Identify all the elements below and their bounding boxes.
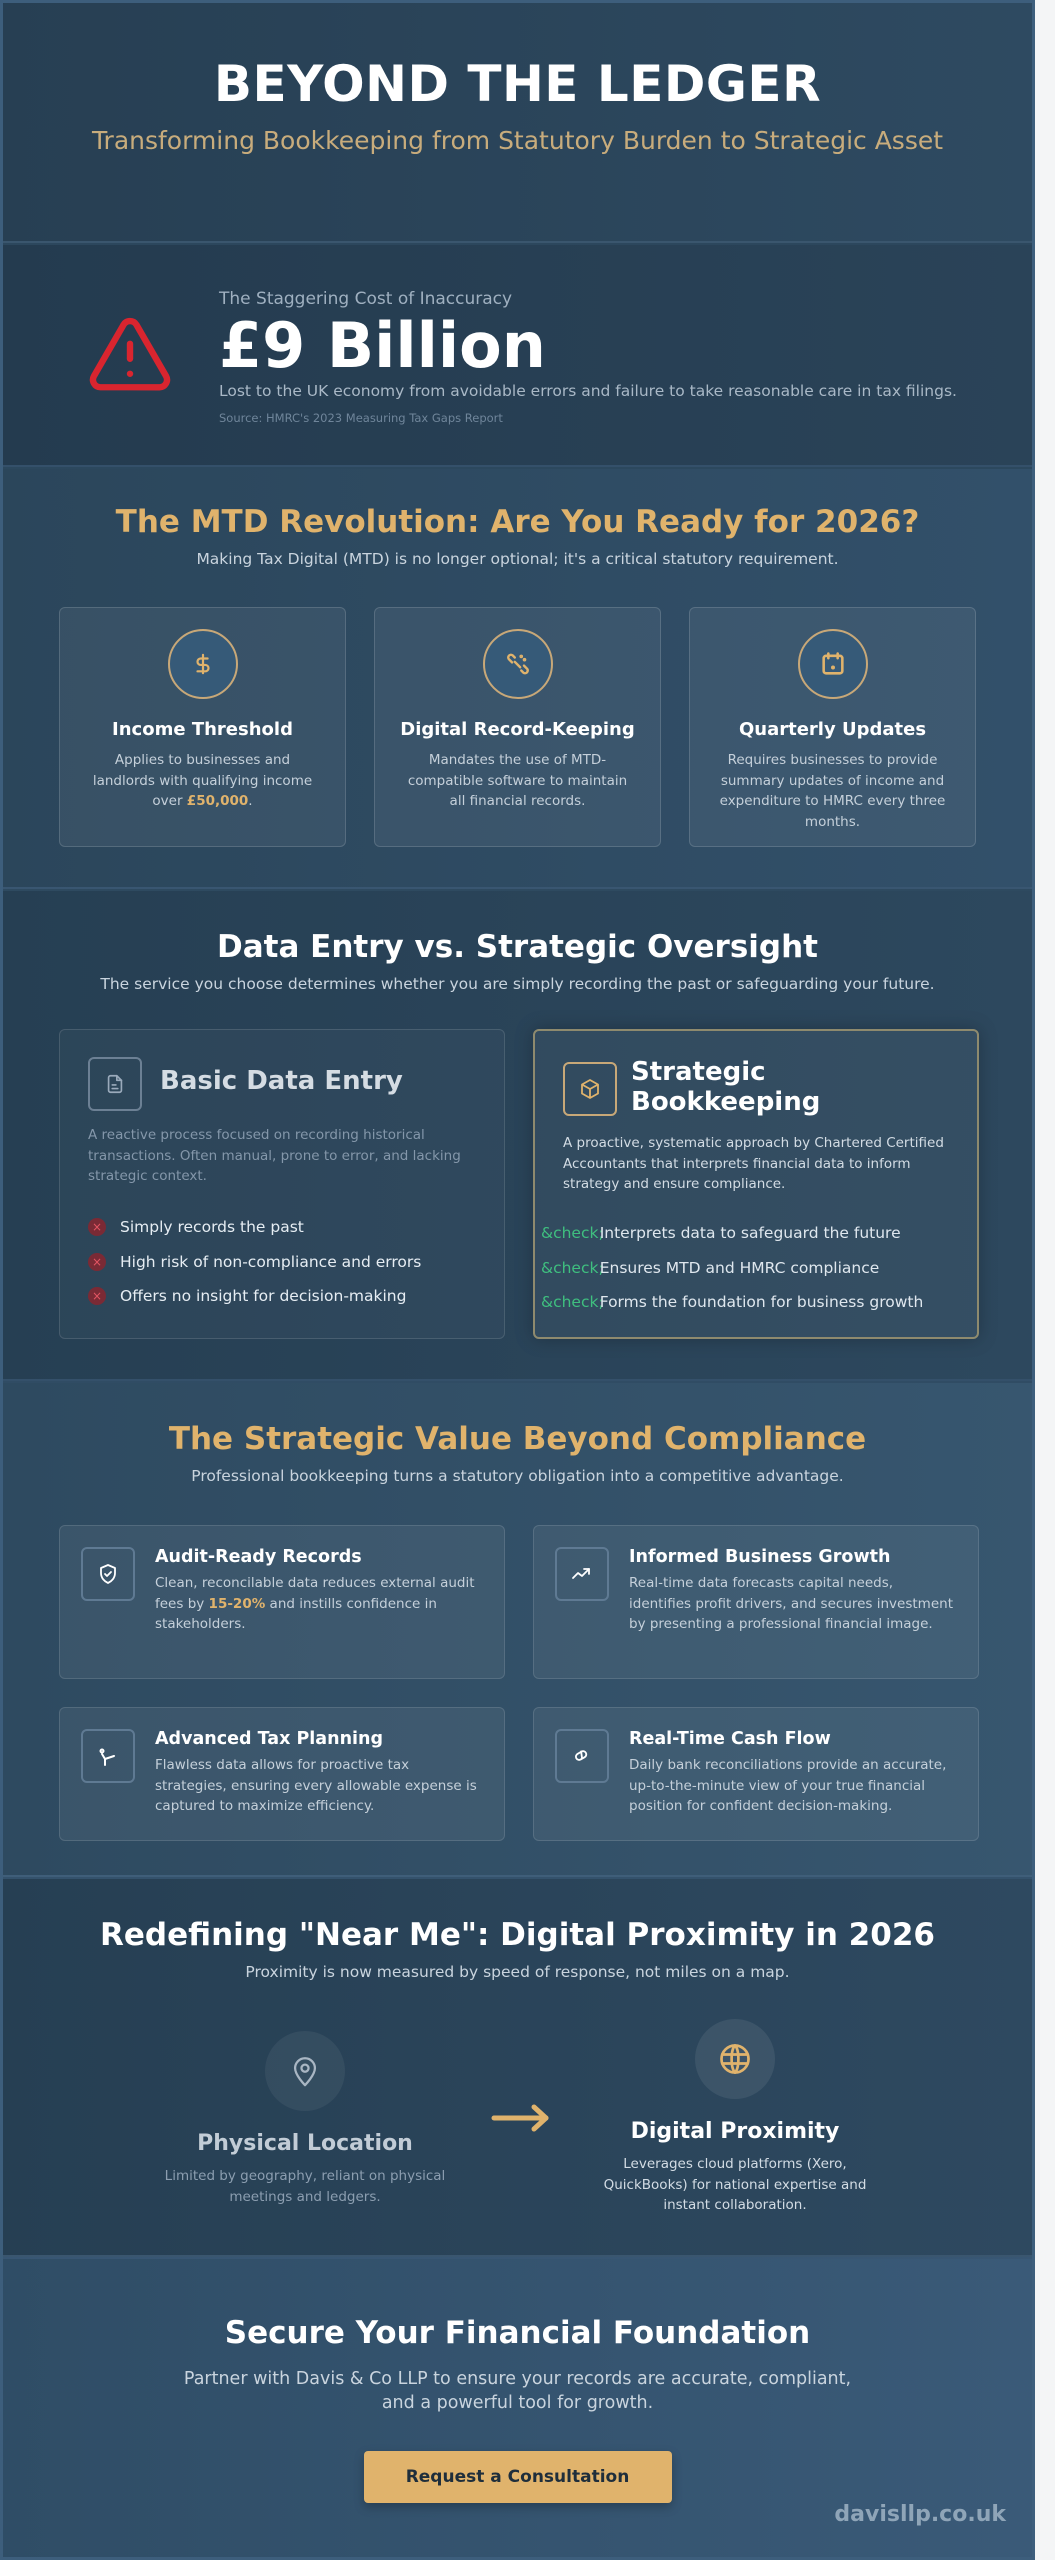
globe-icon — [717, 2041, 753, 2077]
icon-box — [555, 1729, 609, 1783]
map-pin-icon — [288, 2054, 322, 2088]
list-item: &check; Forms the foundation for business growth — [541, 1293, 924, 1312]
page-title: BEYOND THE LEDGER — [213, 55, 822, 113]
basic-data-entry-card — [59, 1029, 505, 1339]
strategic-bookkeeping-card — [533, 1029, 979, 1339]
icon-box — [88, 1057, 142, 1111]
card-text: Requires businesses to provide summary updates of income and expenditure to HMRC every three months. — [719, 752, 946, 830]
icon-circle — [265, 2031, 345, 2111]
income-threshold-highlight: £50,000 — [186, 793, 249, 809]
mtd-card-income-threshold — [59, 607, 346, 847]
card-text: Real-time data forecasts capital needs, identifies profit drivers, and secures investment by presenting a professional financial image. — [629, 1575, 953, 1632]
cta-heading: Secure Your Financial Foundation — [224, 2315, 811, 2351]
comparison-heading: Data Entry vs. Strategic Oversight — [217, 929, 818, 965]
check-icon: &check; — [541, 1224, 604, 1243]
arrow-right-icon — [490, 2103, 552, 2133]
x-mark-icon: × — [88, 1253, 106, 1271]
card-title: Strategic Bookkeeping — [631, 1057, 821, 1117]
list-item: × High risk of non-compliance and errors — [88, 1245, 421, 1280]
stat-source: Source: HMRC's 2023 Measuring Tax Gaps Report — [219, 411, 503, 425]
card-title: Audit-Ready Records — [155, 1547, 362, 1567]
icon-circle — [798, 629, 868, 699]
mtd-section — [3, 469, 1032, 889]
card-title: Informed Business Growth — [629, 1547, 891, 1567]
cost-stat-section — [3, 245, 1032, 467]
x-mark-icon: × — [88, 1287, 106, 1305]
audit-fee-highlight: 15-20% — [208, 1595, 266, 1612]
digital-proximity-title: Digital Proximity — [630, 2119, 840, 2144]
list-item: &check; Ensures MTD and HMRC compliance — [541, 1258, 880, 1277]
page-subtitle: Transforming Bookkeeping from Statutory Burden to Strategic Asset — [91, 126, 944, 155]
card-text: Flawless data allows for proactive tax strategies, ensuring every allowable expense is captured to maximize efficiency. — [155, 1757, 477, 1814]
mtd-heading: The MTD Revolution: Are You Ready for 2026? — [115, 504, 920, 540]
icon-box — [81, 1729, 135, 1783]
digital-proximity-text: Leverages cloud platforms (Xero, QuickBooks) for national expertise and instant collaboration. — [603, 2156, 867, 2213]
value-card-tax-planning — [59, 1707, 505, 1841]
check-icon: &check; — [541, 1258, 604, 1277]
warning-triangle-icon — [85, 310, 175, 400]
comparison-section — [3, 891, 1032, 1381]
mtd-card-digital-record-keeping — [374, 607, 661, 847]
benefit-list — [541, 1216, 923, 1320]
card-title: Income Threshold — [112, 719, 293, 740]
document-icon — [104, 1073, 126, 1095]
value-card-audit-ready — [59, 1525, 505, 1679]
card-description: A proactive, systematic approach by Chartered Certified Accountants that interprets financial data to inform strategy and ensure compliance. — [563, 1135, 944, 1192]
split-arrow-icon — [96, 1744, 120, 1768]
trending-up-icon — [570, 1562, 594, 1586]
link-broken-icon — [505, 651, 531, 677]
card-text: Mandates the use of MTD-compatible software to maintain all financial records. — [407, 752, 628, 809]
card-title: Quarterly Updates — [738, 719, 927, 740]
value-card-cash-flow — [533, 1707, 979, 1841]
icon-box — [81, 1547, 135, 1601]
mtd-card-quarterly-updates — [689, 607, 976, 847]
physical-location-title: Physical Location — [197, 2131, 413, 2156]
stat-value: £9 Billion — [219, 309, 546, 382]
card-description: A reactive process focused on recording historical transactions. Often manual, prone to error, and lacking strategic context. — [88, 1127, 461, 1184]
hero-section — [3, 3, 1032, 243]
strategic-value-section — [3, 1383, 1032, 1877]
mtd-subheading: Making Tax Digital (MTD) is no longer optional; it's a critical statutory requirement. — [196, 550, 839, 568]
request-consultation-button[interactable]: Request a Consultation — [364, 2451, 672, 2503]
calendar-icon — [819, 650, 847, 678]
stat-eyebrow: The Staggering Cost of Inaccuracy — [219, 289, 513, 309]
list-item: × Offers no insight for decision-making — [88, 1279, 421, 1314]
cube-icon — [578, 1077, 602, 1101]
list-item: × Simply records the past — [88, 1210, 421, 1245]
card-title: Digital Record-Keeping — [400, 719, 635, 740]
proximity-heading: Redefining "Near Me": Digital Proximity in 2026 — [100, 1917, 935, 1953]
card-title: Real-Time Cash Flow — [629, 1729, 831, 1749]
icon-circle — [168, 629, 238, 699]
icon-box — [555, 1547, 609, 1601]
mtd-cards — [59, 607, 976, 847]
icon-circle — [695, 2019, 775, 2099]
cta-section — [3, 2259, 1032, 2560]
comparison-subheading: The service you choose determines whether you are simply recording the past or safeguarding your future. — [100, 975, 935, 993]
proximity-subheading: Proximity is now measured by speed of response, not miles on a map. — [245, 1963, 790, 1981]
cta-text: Partner with Davis & Co LLP to ensure your records are accurate, compliant, and a powerful tool for growth. — [183, 2369, 852, 2413]
check-icon: &check; — [541, 1293, 604, 1312]
card-title: Advanced Tax Planning — [155, 1729, 384, 1749]
dollar-icon — [192, 653, 214, 675]
icon-box — [563, 1062, 617, 1116]
value-subheading: Professional bookkeeping turns a statutory obligation into a competitive advantage. — [191, 1467, 844, 1485]
physical-location-column — [155, 2031, 455, 2207]
value-heading: The Strategic Value Beyond Compliance — [168, 1421, 867, 1457]
cash-flow-icon — [571, 1745, 593, 1767]
card-text: Daily bank reconciliations provide an accurate, up-to-the-minute view of your true financial position for confident decision-making. — [629, 1757, 947, 1814]
proximity-section — [3, 1879, 1032, 2257]
stat-description: Lost to the UK economy from avoidable errors and failure to take reasonable care in tax filings. — [219, 382, 957, 400]
digital-proximity-column — [585, 2019, 885, 2216]
icon-circle — [483, 629, 553, 699]
card-text: Clean, reconcilable data reduces external audit fees by 15-20% and instills confidence in stakeholders. — [155, 1575, 475, 1632]
value-card-business-growth — [533, 1525, 979, 1679]
list-item: &check; Interprets data to safeguard the future — [541, 1224, 901, 1243]
card-title: Basic Data Entry — [160, 1066, 403, 1096]
website-link[interactable]: davisllp.co.uk — [834, 2502, 1006, 2527]
physical-location-text: Limited by geography, reliant on physical meetings and ledgers. — [164, 2168, 446, 2205]
card-text: Applies to businesses and landlords with qualifying income over £50,000. — [92, 752, 313, 809]
shield-check-icon — [96, 1562, 120, 1586]
x-mark-icon: × — [88, 1218, 106, 1236]
drawback-list — [88, 1210, 421, 1314]
